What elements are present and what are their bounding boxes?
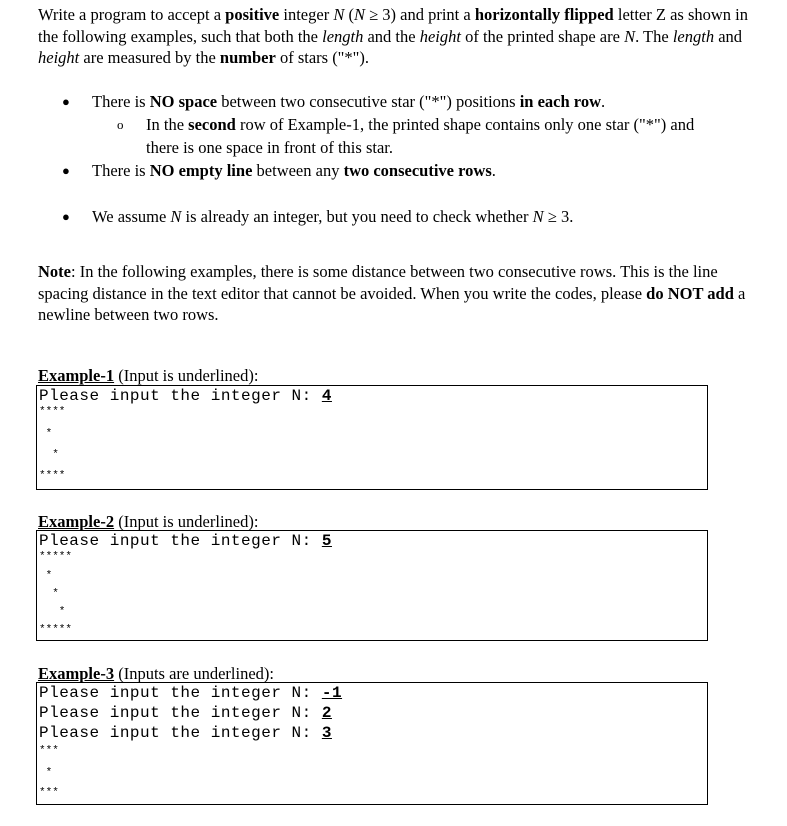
example-2-title: Example-2 (Input is underlined): — [38, 512, 259, 531]
star-row: *** — [39, 787, 59, 799]
star-row: *** — [39, 745, 59, 757]
star-row: * — [39, 428, 53, 440]
note-paragraph: Note: In the following examples, there is some distance between two consecutive rows. This is the line spacing distance in the text editor that cannot be avoided. When you write the codes, please do NOT add a newline between two rows. — [38, 262, 746, 324]
user-input: -1 — [321, 684, 343, 702]
star-row: **** — [39, 470, 66, 482]
example-3-console — [36, 682, 708, 805]
sub-bullet-circle-icon: o — [117, 117, 124, 132]
star-row: ***** — [39, 624, 73, 636]
star-row: * — [39, 570, 53, 582]
bullet-dot-icon: ● — [62, 94, 70, 109]
example-1-title: Example-1 (Input is underlined): — [38, 366, 259, 385]
console-prompt: Please input the integer N: 4 — [39, 387, 332, 405]
user-input: 2 — [321, 704, 332, 722]
bullet-dot-icon: ● — [62, 209, 70, 224]
user-input: 3 — [321, 724, 332, 742]
console-prompt: Please input the integer N: 3 — [39, 724, 332, 742]
console-prompt: Please input the integer N: -1 — [39, 684, 343, 702]
star-row: * — [39, 767, 53, 779]
user-input: 5 — [321, 532, 332, 550]
user-input: 4 — [321, 387, 332, 405]
example-2-console — [36, 530, 708, 641]
example-1-console — [36, 385, 708, 490]
intro-paragraph: Write a program to accept a positive integer N (N ≥ 3) and print a horizontally flipped letter Z as shown in the following examples, such that both the length and the height of the printed shape are N. The length and height are measured by the number of stars ("*"). — [38, 5, 748, 67]
star-row: * — [39, 606, 66, 618]
console-prompt: Please input the integer N: 5 — [39, 532, 332, 550]
example-3-title: Example-3 (Inputs are underlined): — [38, 664, 274, 683]
star-row: ***** — [39, 551, 73, 563]
bullet-dot-icon: ● — [62, 163, 70, 178]
star-row: **** — [39, 406, 66, 418]
console-prompt: Please input the integer N: 2 — [39, 704, 332, 722]
star-row: * — [39, 588, 59, 600]
star-row: * — [39, 449, 59, 461]
